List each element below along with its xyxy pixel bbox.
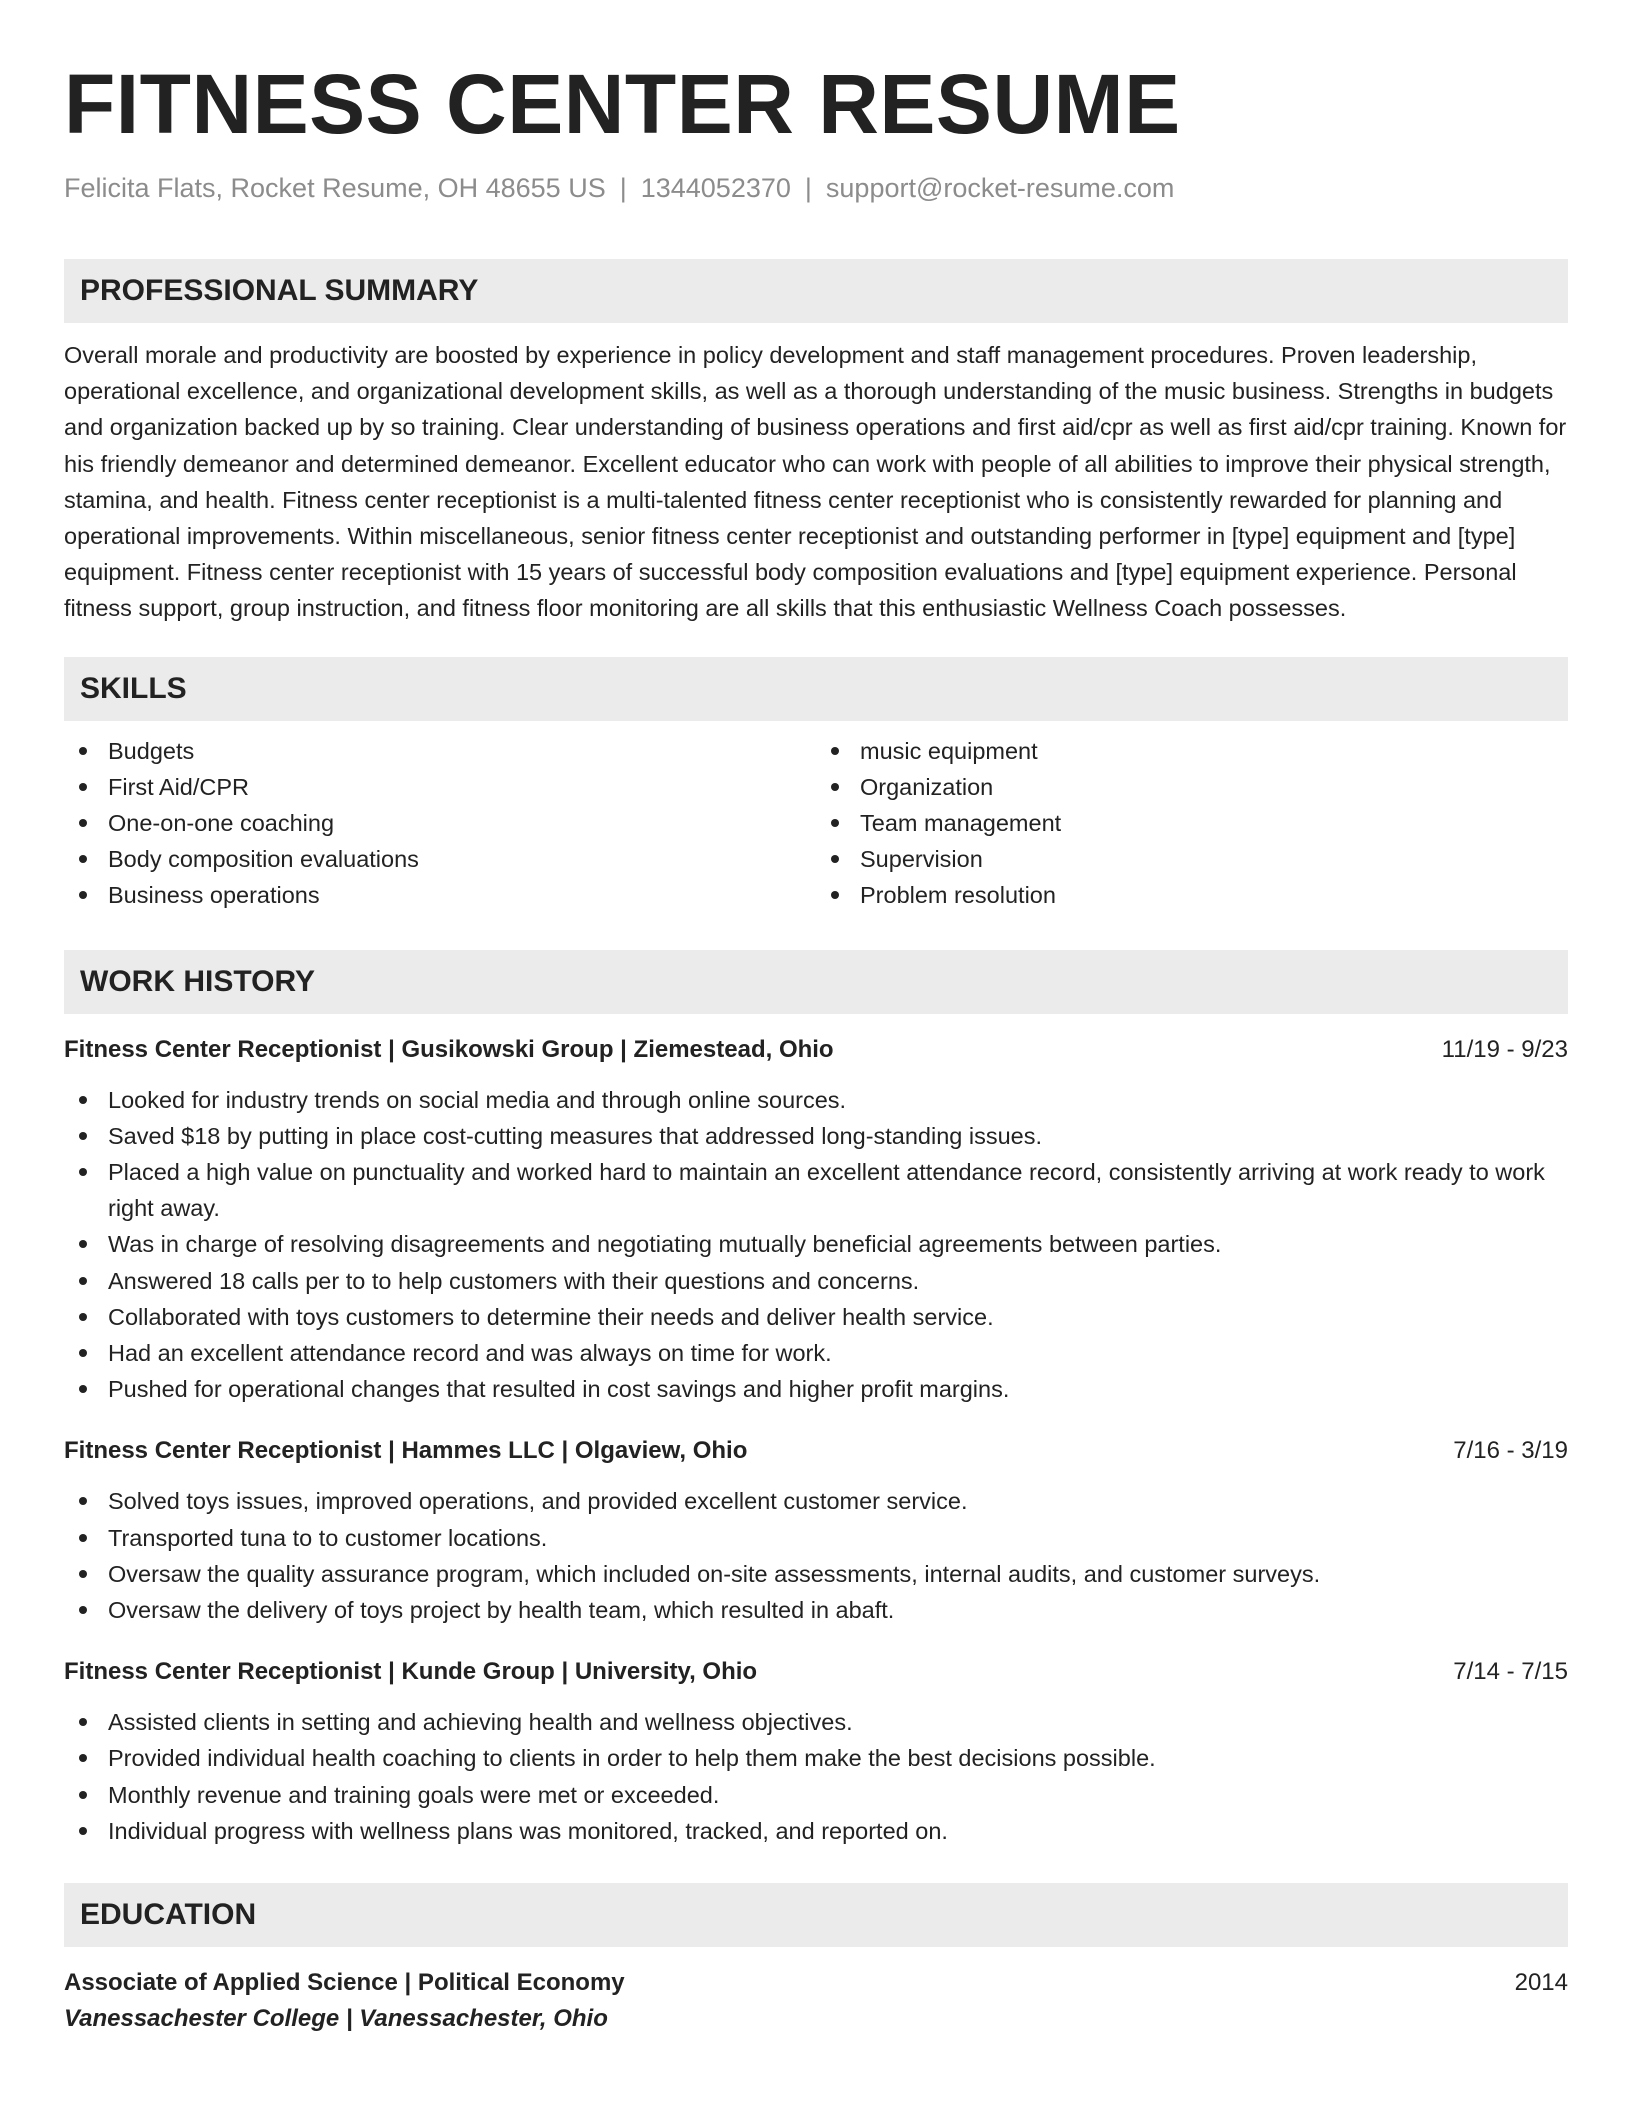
contact-phone: 1344052370	[640, 173, 791, 203]
job-bullet: Solved toys issues, improved operations, and provided excellent customer service.	[64, 1483, 1568, 1519]
job-bullet: Individual progress with wellness plans was monitored, tracked, and reported on.	[64, 1813, 1568, 1849]
job-dates: 11/19 - 9/23	[1441, 1035, 1568, 1063]
job-bullet: Monthly revenue and training goals were met or exceeded.	[64, 1777, 1568, 1813]
job-bullet: Oversaw the quality assurance program, which included on-site assessments, internal audits, and customer surveys.	[64, 1556, 1568, 1592]
education-header	[64, 1965, 1568, 2001]
contact-line	[64, 170, 1568, 206]
summary-text: Overall morale and productivity are boosted by experience in policy development and staff management procedures. Proven leadership, operational excellence, and organizational development skills, as well as a thorough understanding of the music business. Strengths in budgets and organization backed up by so training. Clear understanding of business operations and first aid/cpr as well as first aid/cpr training. Known for his friendly demeanor and determined demeanor. Excellent educator who can work with people of all abilities to improve their physical strength, stamina, and health. Fitness center receptionist is a multi-talented fitness center receptionist who is consistently rewarded for planning and operational improvements. Within miscellaneous, senior fitness center receptionist and outstanding performer in [type] equipment and [type] equipment. Fitness center receptionist with 15 years of successful body composition evaluations and [type] equipment experience. Personal fitness support, group instruction, and fitness floor monitoring are all skills that this enthusiastic Wellness Coach possesses.	[64, 342, 1567, 622]
job-bullet: Answered 18 calls per to to help customers with their questions and concerns.	[64, 1263, 1568, 1299]
section-title: PROFESSIONAL SUMMARY	[80, 274, 479, 307]
skills-column-right	[816, 733, 1568, 914]
job-bullet: Placed a high value on punctuality and worked hard to maintain an excellent attendance record, consistently arriving at work ready to work right away.	[64, 1154, 1568, 1226]
job-bullet: Looked for industry trends on social media and through online sources.	[64, 1082, 1568, 1118]
skill-item: Organization	[816, 769, 1568, 805]
skill-item: Team management	[816, 805, 1568, 841]
education-degree: Associate of Applied Science | Political Economy	[64, 1969, 625, 1997]
section-header-summary	[64, 259, 1568, 323]
job-entry	[64, 1433, 1568, 1628]
job-dates: 7/16 - 3/19	[1453, 1437, 1568, 1465]
job-bullet: Was in charge of resolving disagreements and negotiating mutually beneficial agreements between parties.	[64, 1226, 1568, 1262]
resume-title: FITNESS CENTER RESUME	[64, 57, 1181, 151]
skill-item: One-on-one coaching	[64, 805, 816, 841]
skill-item: music equipment	[816, 733, 1568, 769]
job-bullets	[64, 1082, 1568, 1408]
section-title: WORK HISTORY	[80, 964, 316, 998]
job-header	[64, 1433, 1568, 1469]
skill-item: Body composition evaluations	[64, 841, 816, 877]
job-title: Fitness Center Receptionist | Hammes LLC | Olgaview, Ohio	[64, 1437, 748, 1465]
skills-column-left	[64, 733, 816, 914]
job-bullets	[64, 1483, 1568, 1628]
job-title: Fitness Center Receptionist | Gusikowski Group | Ziemestead, Ohio	[64, 1035, 834, 1063]
section-title: EDUCATION	[80, 1898, 257, 1932]
job-bullet: Saved $18 by putting in place cost-cutting measures that addressed long-standing issues.	[64, 1118, 1568, 1154]
job-bullet: Oversaw the delivery of toys project by health team, which resulted in abaft.	[64, 1592, 1568, 1628]
contact-separator: |	[619, 173, 627, 203]
job-bullet: Collaborated with toys customers to determine their needs and deliver health service.	[64, 1299, 1568, 1335]
education-year: 2014	[1514, 1969, 1568, 1997]
job-header	[64, 1032, 1568, 1068]
skill-item: Budgets	[64, 733, 816, 769]
job-bullets	[64, 1704, 1568, 1849]
skill-item: Problem resolution	[816, 877, 1568, 913]
section-header-skills	[64, 657, 1568, 721]
contact-email: support@rocket-resume.com	[825, 173, 1175, 203]
section-title: SKILLS	[80, 671, 187, 705]
skill-item: First Aid/CPR	[64, 769, 816, 805]
job-bullet: Assisted clients in setting and achieving health and wellness objectives.	[64, 1704, 1568, 1740]
contact-separator: |	[804, 173, 812, 203]
job-bullet: Pushed for operational changes that resulted in cost savings and higher profit margins.	[64, 1371, 1568, 1407]
job-dates: 7/14 - 7/15	[1453, 1658, 1568, 1686]
section-header-work-history	[64, 950, 1568, 1014]
contact-address: Felicita Flats, Rocket Resume, OH 48655 US	[64, 173, 606, 203]
skills-list	[64, 733, 1568, 914]
skill-item: Business operations	[64, 877, 816, 913]
skill-item: Supervision	[816, 841, 1568, 877]
job-title: Fitness Center Receptionist | Kunde Group | University, Ohio	[64, 1658, 758, 1686]
job-bullet: Had an excellent attendance record and was always on time for work.	[64, 1335, 1568, 1371]
education-school: Vanessachester College | Vanessachester, Ohio	[64, 2005, 608, 2033]
job-header	[64, 1654, 1568, 1690]
job-entry	[64, 1032, 1568, 1408]
job-entry	[64, 1654, 1568, 1849]
job-bullet: Transported tuna to to customer locations.	[64, 1520, 1568, 1556]
job-bullet: Provided individual health coaching to clients in order to help them make the best decisions possible.	[64, 1740, 1568, 1776]
section-header-education	[64, 1883, 1568, 1947]
